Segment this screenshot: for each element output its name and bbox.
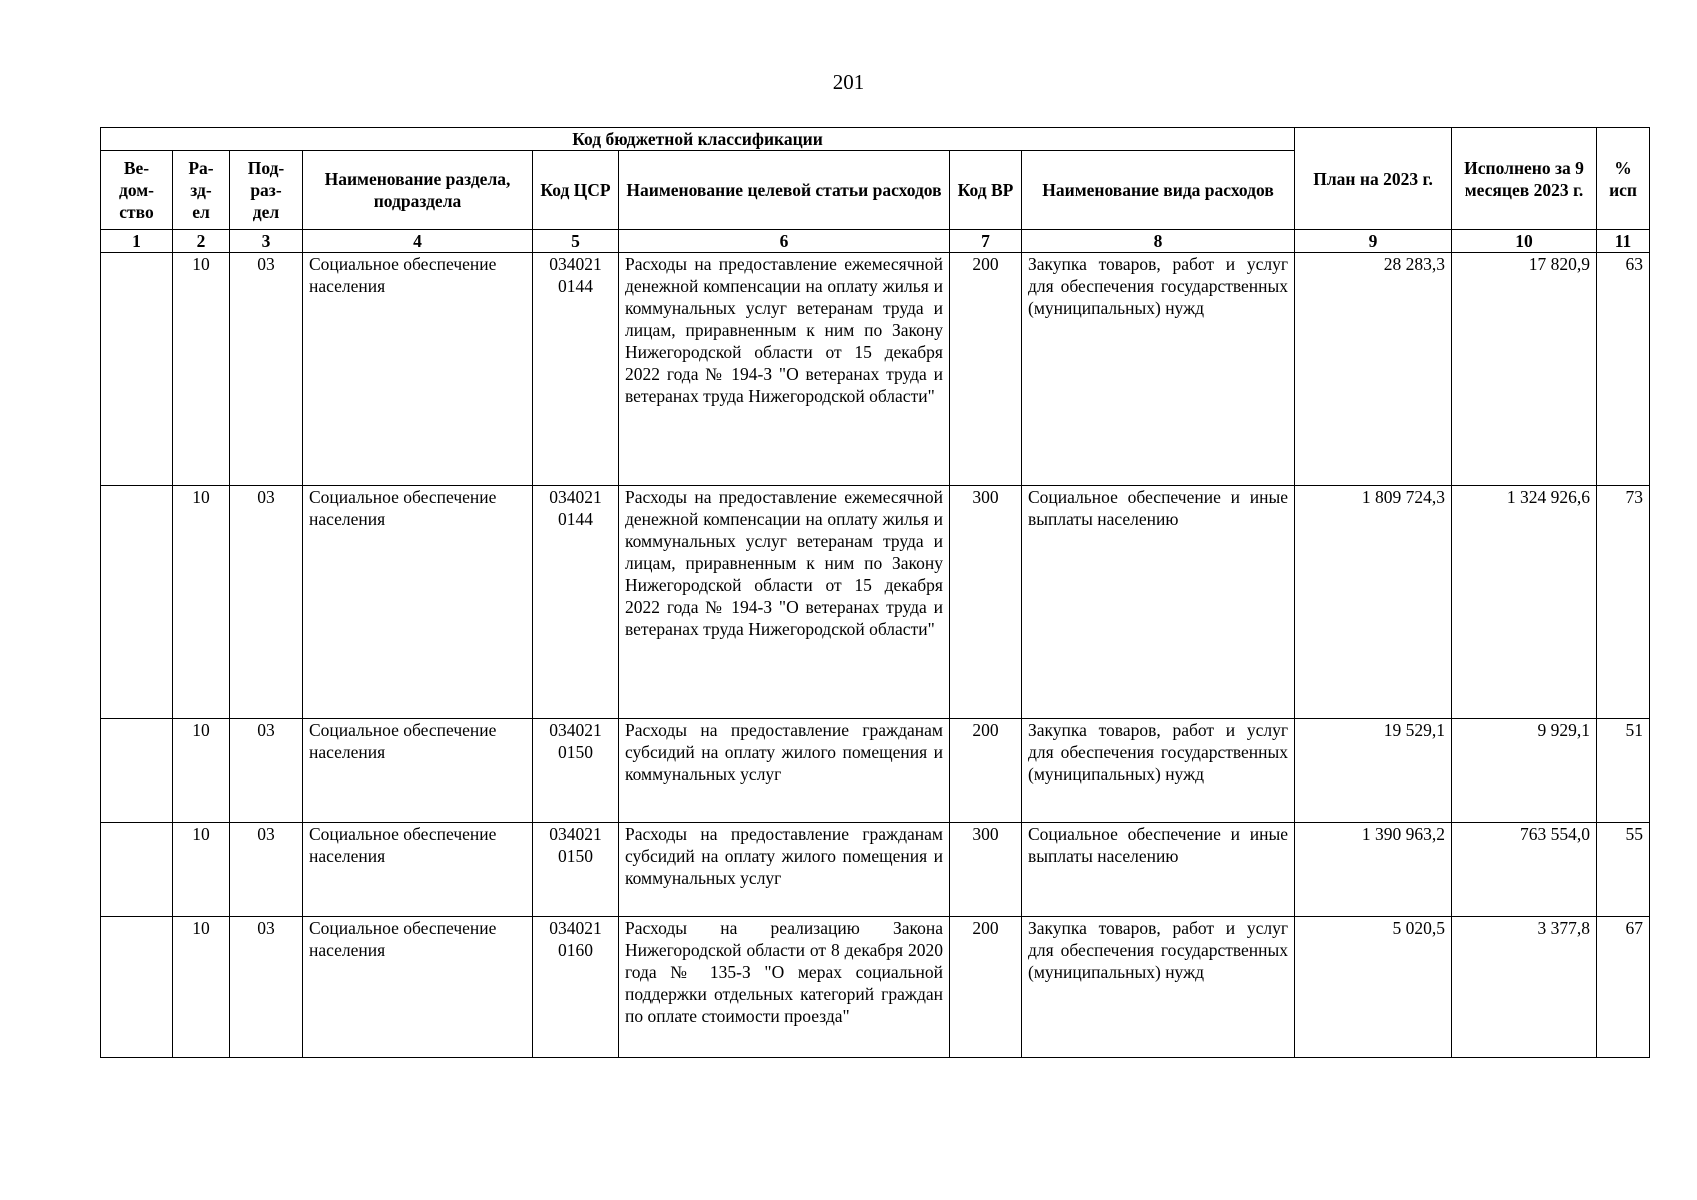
razdel-cell: 10: [173, 719, 230, 823]
vr-code-cell: 200: [950, 917, 1022, 1058]
percent-cell: 67: [1597, 917, 1650, 1058]
vr-name-header: Наименование вида расходов: [1022, 151, 1295, 230]
vr-name-cell: Социальное обеспечение и иные выплаты населению: [1022, 823, 1295, 917]
razdel-header: Ра- зд- ел: [173, 151, 230, 230]
csr-code-cell: 034021 0144: [533, 486, 619, 719]
column-number: 4: [303, 230, 533, 253]
percent-header: % исп: [1597, 128, 1650, 230]
target-name-header: Наименование целевой статьи расходов: [619, 151, 950, 230]
csr-code-cell: 034021 0144: [533, 253, 619, 486]
table-row: [101, 917, 1650, 1058]
column-number-row: [101, 230, 1650, 253]
podrazdel-header: Под- раз- дел: [230, 151, 303, 230]
target-name-cell: Расходы на предоставление ежемесячной денежной компенсации на оплату жилья и коммунальных услуг ветеранам труда и лицам, приравненным к ним по Закону Нижегородской области от 15 декабря 2022 года № 194-З "О ветеранах труда и ветеранах труда Нижегородской области": [619, 253, 950, 486]
executed-cell: 17 820,9: [1452, 253, 1597, 486]
podrazdel-cell: 03: [230, 486, 303, 719]
vedomstvo-cell: [101, 486, 173, 719]
razdel-name-cell: Социальное обеспечение населения: [303, 486, 533, 719]
podrazdel-cell: 03: [230, 719, 303, 823]
budget-classification-header: Код бюджетной классификации: [101, 128, 1295, 151]
vedomstvo-header: Ве- дом- ство: [101, 151, 173, 230]
executed-cell: 763 554,0: [1452, 823, 1597, 917]
podrazdel-cell: 03: [230, 253, 303, 486]
column-number: 2: [173, 230, 230, 253]
razdel-cell: 10: [173, 253, 230, 486]
percent-cell: 55: [1597, 823, 1650, 917]
table-row: [101, 486, 1650, 719]
vedomstvo-cell: [101, 823, 173, 917]
razdel-name-cell: Социальное обеспечение населения: [303, 917, 533, 1058]
vedomstvo-cell: [101, 917, 173, 1058]
razdel-cell: 10: [173, 917, 230, 1058]
vr-name-cell: Закупка товаров, работ и услуг для обеспечения государственных (муниципальных) нужд: [1022, 917, 1295, 1058]
plan-cell: 28 283,3: [1295, 253, 1452, 486]
column-number: 7: [950, 230, 1022, 253]
column-number: 5: [533, 230, 619, 253]
budget-table: [100, 127, 1650, 1058]
razdel-name-cell: Социальное обеспечение населения: [303, 719, 533, 823]
podrazdel-cell: 03: [230, 917, 303, 1058]
vedomstvo-cell: [101, 719, 173, 823]
razdel-name-cell: Социальное обеспечение населения: [303, 823, 533, 917]
executed-cell: 9 929,1: [1452, 719, 1597, 823]
plan-cell: 1 809 724,3: [1295, 486, 1452, 719]
podrazdel-cell: 03: [230, 823, 303, 917]
column-number: 8: [1022, 230, 1295, 253]
executed-cell: 3 377,8: [1452, 917, 1597, 1058]
razdel-cell: 10: [173, 823, 230, 917]
percent-cell: 63: [1597, 253, 1650, 486]
percent-cell: 73: [1597, 486, 1650, 719]
csr-code-cell: 034021 0160: [533, 917, 619, 1058]
vr-name-cell: Закупка товаров, работ и услуг для обеспечения государственных (муниципальных) нужд: [1022, 719, 1295, 823]
razdel-name-header: Наименование раздела, подраздела: [303, 151, 533, 230]
target-name-cell: Расходы на предоставление гражданам субсидий на оплату жилого помещения и коммунальных услуг: [619, 823, 950, 917]
target-name-cell: Расходы на реализацию Закона Нижегородской области от 8 декабря 2020 года № 135-З "О мерах социальной поддержки отдельных категорий граждан по оплате стоимости проезда": [619, 917, 950, 1058]
vedomstvo-cell: [101, 253, 173, 486]
vr-code-header: Код ВР: [950, 151, 1022, 230]
razdel-name-cell: Социальное обеспечение населения: [303, 253, 533, 486]
plan-cell: 19 529,1: [1295, 719, 1452, 823]
column-number: 9: [1295, 230, 1452, 253]
table-row: [101, 253, 1650, 486]
column-number: 6: [619, 230, 950, 253]
target-name-cell: Расходы на предоставление ежемесячной денежной компенсации на оплату жилья и коммунальных услуг ветеранам труда и лицам, приравненным к ним по Закону Нижегородской области от 15 декабря 2022 года № 194-З "О ветеранах труда и ветеранах труда Нижегородской области": [619, 486, 950, 719]
table-row: [101, 719, 1650, 823]
csr-code-cell: 034021 0150: [533, 719, 619, 823]
executed-cell: 1 324 926,6: [1452, 486, 1597, 719]
table-row: [101, 823, 1650, 917]
percent-cell: 51: [1597, 719, 1650, 823]
csr-code-cell: 034021 0150: [533, 823, 619, 917]
target-name-cell: Расходы на предоставление гражданам субсидий на оплату жилого помещения и коммунальных услуг: [619, 719, 950, 823]
csr-code-header: Код ЦСР: [533, 151, 619, 230]
column-number: 10: [1452, 230, 1597, 253]
vr-name-cell: Социальное обеспечение и иные выплаты населению: [1022, 486, 1295, 719]
vr-code-cell: 300: [950, 486, 1022, 719]
razdel-cell: 10: [173, 486, 230, 719]
plan-header: План на 2023 г.: [1295, 128, 1452, 230]
vr-code-cell: 300: [950, 823, 1022, 917]
plan-cell: 5 020,5: [1295, 917, 1452, 1058]
vr-name-cell: Закупка товаров, работ и услуг для обеспечения государственных (муниципальных) нужд: [1022, 253, 1295, 486]
executed-header: Исполнено за 9 месяцев 2023 г.: [1452, 128, 1597, 230]
page-number: 201: [832, 70, 865, 94]
plan-cell: 1 390 963,2: [1295, 823, 1452, 917]
column-number: 3: [230, 230, 303, 253]
column-number: 11: [1597, 230, 1650, 253]
vr-code-cell: 200: [950, 719, 1022, 823]
vr-code-cell: 200: [950, 253, 1022, 486]
column-number: 1: [101, 230, 173, 253]
